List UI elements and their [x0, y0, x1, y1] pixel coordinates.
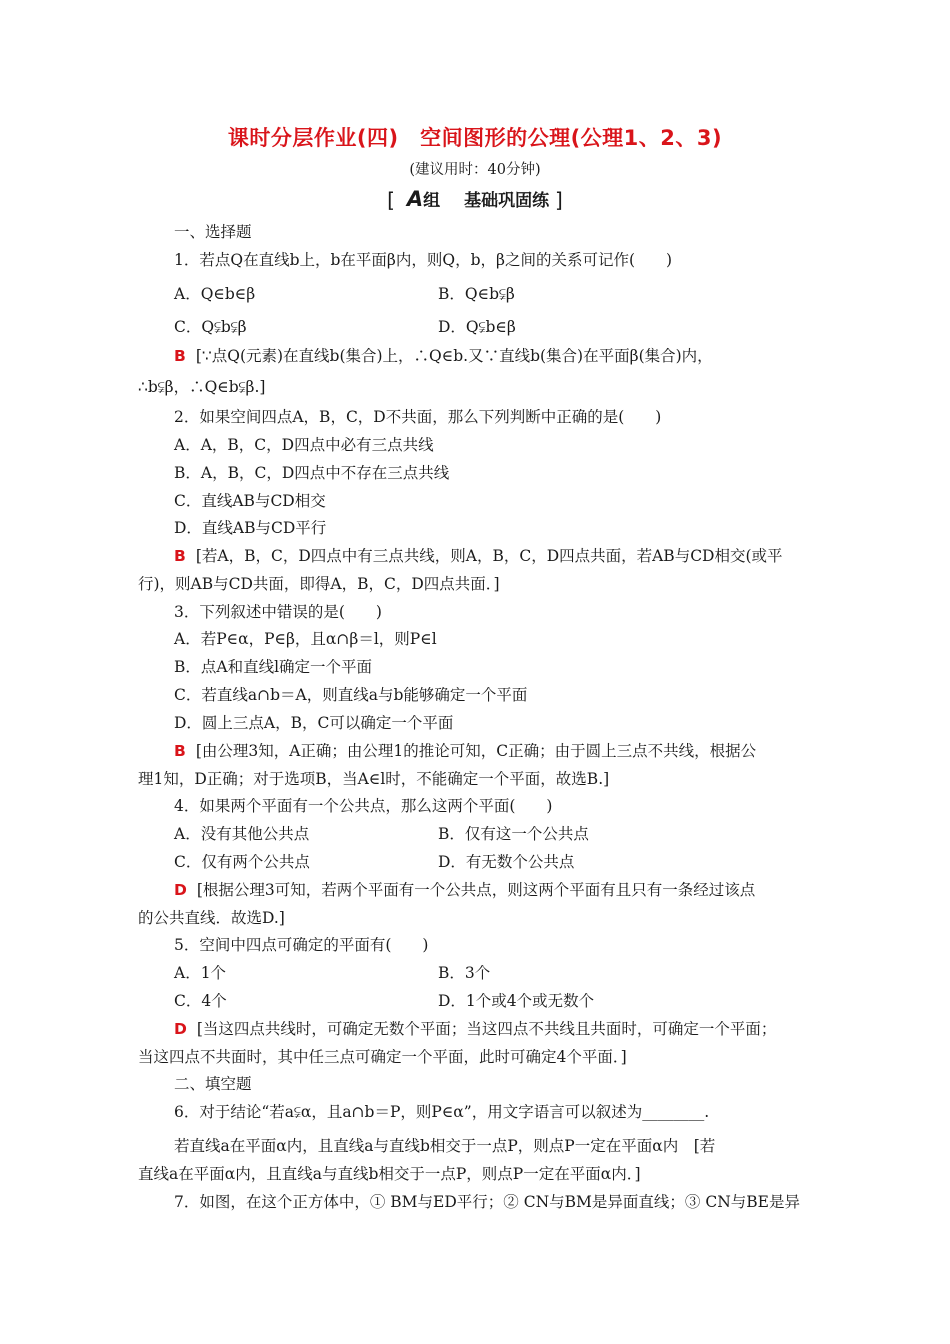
group-name: 基础巩固练 — [464, 191, 550, 211]
q1-stem: 1．若点Q在直线b上，b在平面β内，则Q，b，β之间的关系可记作( ) — [174, 251, 673, 269]
q6-answer-line-1: 若直线a在平面α内，且直线a与直线b相交于一点P，则点P一定在平面α内 [若 — [174, 1137, 716, 1155]
q5-answer: D — [174, 1020, 187, 1038]
q5-option-c: C．4个 — [174, 992, 227, 1010]
q2-explanation — [174, 546, 783, 566]
suggested-time: (建议用时：40分钟) — [409, 162, 541, 178]
q1-explanation-1: [∵点Q(元素)在直线b(集合)上，∴Q∈b.又∵直线b(集合)在平面β(集合)内， — [195, 347, 713, 365]
q5-explanation-1: [当这四点共线时，可确定无数个平面；当这四点不共线且共面时，可确定一个平面； — [196, 1020, 777, 1038]
q7-stem: 7．如图，在这个正方体中，① BM与ED平行；② CN与BM是异面直线；③ CN与BE是异 — [174, 1193, 800, 1211]
page-title: 课时分层作业(四) 空间图形的公理(公理1、2、3) — [227, 126, 723, 150]
q5-option-d: D．1个或4个或无数个 — [438, 992, 595, 1010]
q2-answer: B — [174, 547, 186, 565]
q3-stem: 3．下列叙述中错误的是( ) — [174, 603, 382, 621]
q4-explanation-1: [根据公理3可知，若两个平面有一个公共点，则这两个平面有且只有一条经过该点 — [196, 881, 756, 899]
group-heading — [0, 186, 950, 212]
q4-option-c: C．仅有两个公共点 — [174, 853, 310, 871]
q3-explanation — [174, 741, 756, 761]
group-zu: 组 — [423, 191, 441, 211]
q1-option-c: C．Q⫋b⫋β — [174, 318, 247, 336]
q5-explanation-2: 当这四点不共面时，其中任三点可确定一个平面，此时可确定4个平面．] — [138, 1048, 627, 1066]
q1-explanation-2: ∴b⫋β，∴Q∈b⫋β.] — [138, 378, 266, 396]
q1-option-a: A．Q∈b∈β — [174, 285, 256, 303]
q2-option-a: A．A，B，C，D四点中必有三点共线 — [174, 436, 434, 454]
q3-option-c: C．若直线a∩b＝A，则直线a与b能够确定一个平面 — [174, 686, 528, 704]
q5-explanation — [174, 1019, 776, 1039]
section-heading-choice: 一、选择题 — [174, 223, 252, 241]
q4-option-d: D．有无数个公共点 — [438, 853, 575, 871]
q3-explanation-1: [由公理3知，A正确；由公理1的推论可知，C正确；由于圆上三点不共线，根据公 — [195, 742, 757, 760]
q4-option-a: A．没有其他公共点 — [174, 825, 310, 843]
section-heading-fill: 二、填空题 — [174, 1075, 252, 1093]
q3-option-d: D．圆上三点A，B，C可以确定一个平面 — [174, 714, 454, 732]
q3-option-b: B．点A和直线l确定一个平面 — [174, 658, 373, 676]
group-bracket-close: ] — [555, 188, 563, 212]
q1-answer: B — [174, 347, 186, 365]
q1-explanation — [174, 346, 713, 366]
q5-stem: 5．空间中四点可确定的平面有( ) — [174, 936, 429, 954]
q6-stem: 6．对于结论“若a⫋α，且a∩b＝P，则P∈α”，用文字语言可以叙述为________. — [174, 1103, 710, 1121]
q4-explanation-2: 的公共直线．故选D.] — [138, 909, 285, 927]
group-letter: A — [406, 187, 424, 211]
q2-stem: 2．如果空间四点A，B，C，D不共面，那么下列判断中正确的是( ) — [174, 408, 662, 426]
q5-option-a: A．1个 — [174, 964, 227, 982]
q2-option-b: B．A，B，C，D四点中不存在三点共线 — [174, 464, 450, 482]
q6-answer-line-2: 直线a在平面α内，且直线a与直线b相交于一点P，则点P一定在平面α内．] — [138, 1165, 641, 1183]
q2-explanation-1: [若A，B，C，D四点中有三点共线，则A，B，C，D四点共面，若AB与CD相交(或平 — [195, 547, 783, 565]
q5-option-b: B．3个 — [438, 964, 491, 982]
q2-option-c: C．直线AB与CD相交 — [174, 492, 326, 510]
q4-option-b: B．仅有这一个公共点 — [438, 825, 589, 843]
q4-explanation — [174, 880, 755, 900]
q4-stem: 4．如果两个平面有一个公共点，那么这两个平面( ) — [174, 797, 553, 815]
q1-option-b: B．Q∈b⫋β — [438, 285, 515, 303]
q3-answer: B — [174, 742, 186, 760]
q3-option-a: A．若P∈α，P∈β，且α∩β＝l，则P∈l — [174, 630, 437, 648]
q4-answer: D — [174, 881, 187, 899]
group-bracket-open: [ — [387, 188, 395, 212]
q1-option-d: D．Q⫋b∈β — [438, 318, 516, 336]
q2-explanation-2: 行)，则AB与CD共面，即得A，B，C，D四点共面．] — [138, 575, 500, 593]
q2-option-d: D．直线AB与CD平行 — [174, 519, 327, 537]
q3-explanation-2: 理1知，D正确；对于选项B，当A∈l时，不能确定一个平面，故选B.] — [138, 770, 610, 788]
